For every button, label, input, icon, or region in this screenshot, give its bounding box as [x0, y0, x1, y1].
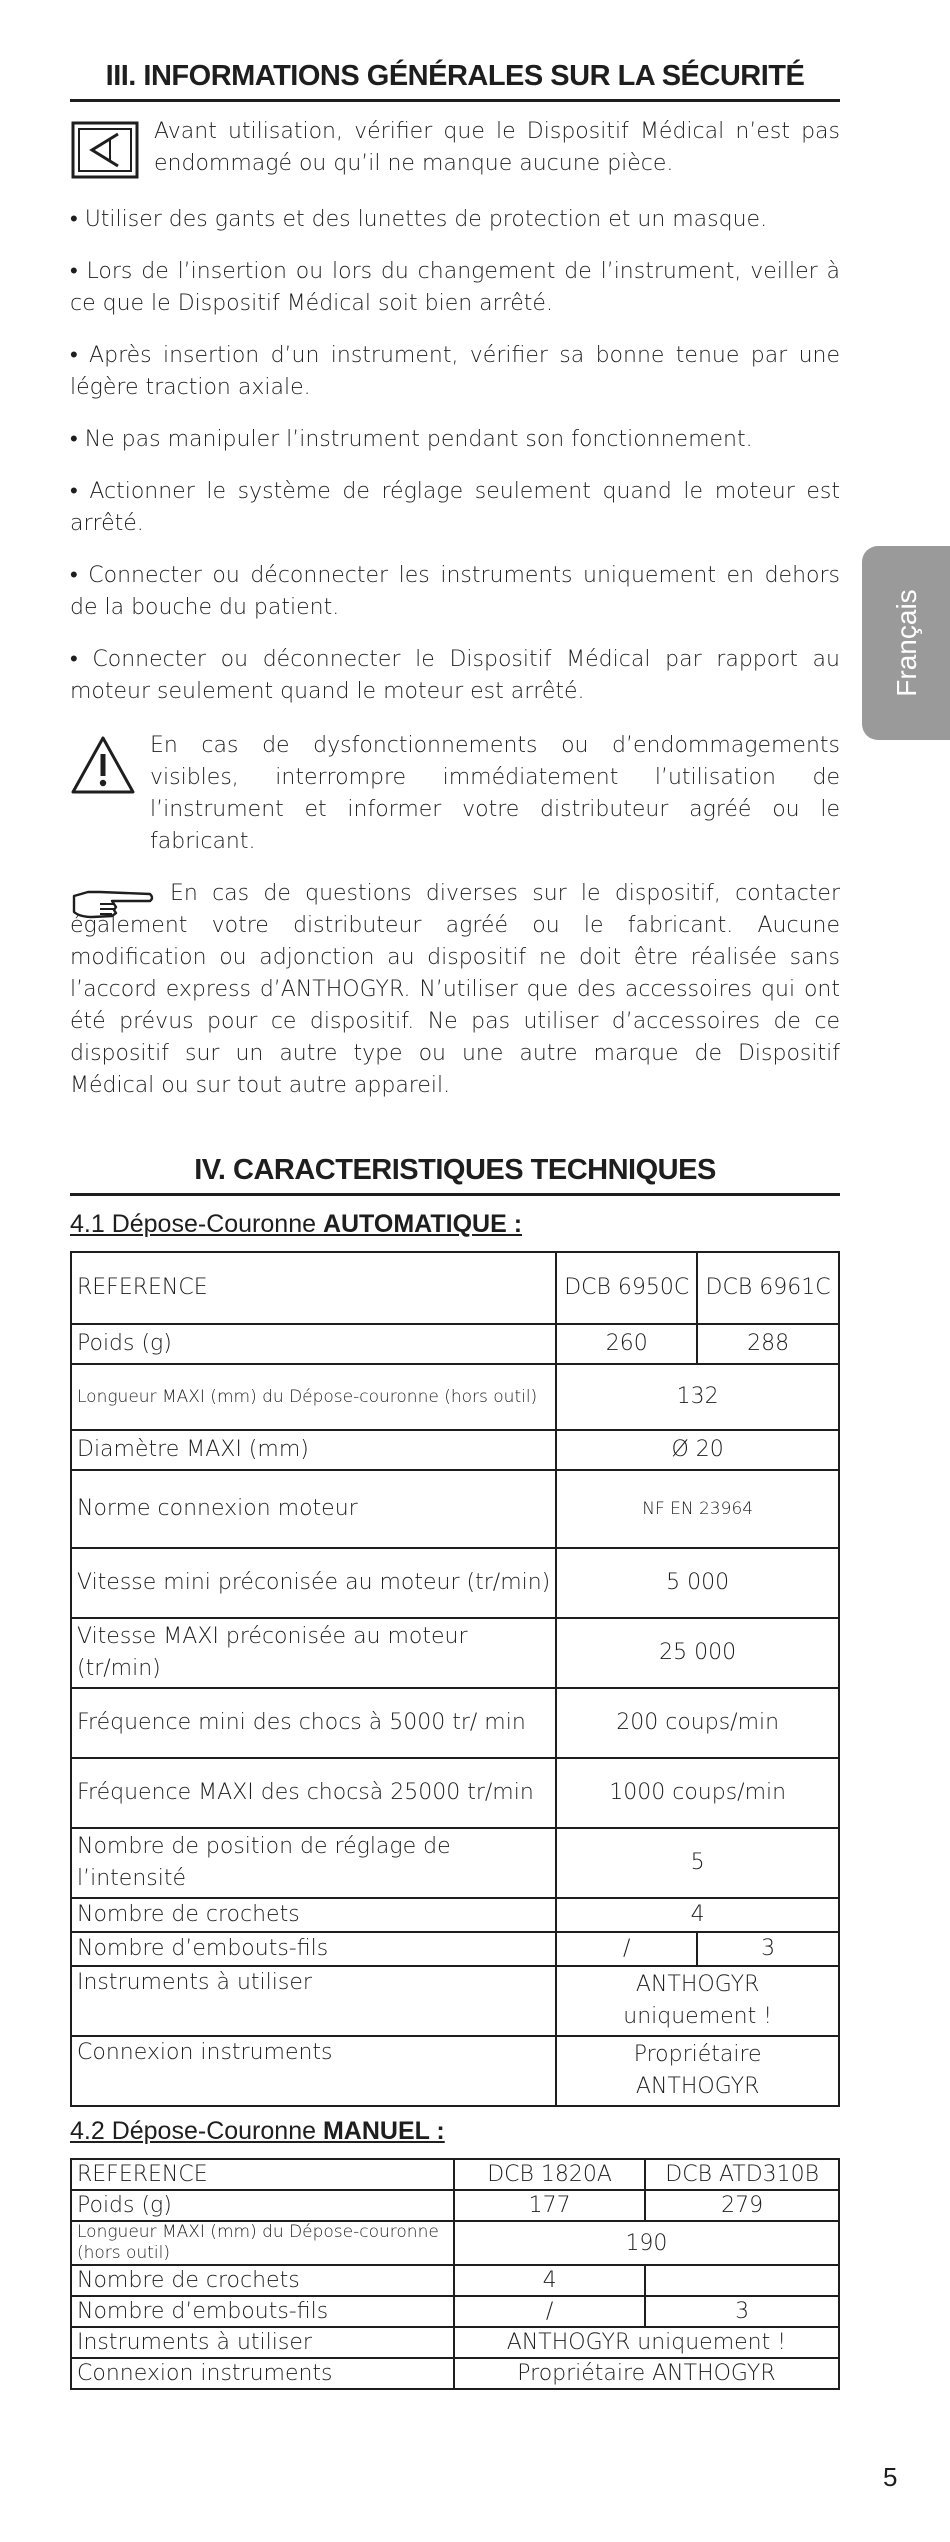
table-row: [71, 2327, 839, 2358]
table-row: [71, 1966, 839, 2036]
cell-label: Diamètre MAXI (mm): [71, 1430, 556, 1470]
table-row: [71, 1932, 839, 1966]
cell-value: Propriétaire ANTHOGYR: [556, 2036, 839, 2106]
note-text: En cas de questions diverses sur le dispositif, contacter également votre distributeur agréé ou le fabricant. Aucune modification ou adjonction au dispositif ne doit être réalisée sans l’accord express d’ANTHOGYR. N’utiliser que des accessoires qui ont été prévus pour ce dispositif. Ne pas utiliser d’accessoires de ce dispositif sur un autre type ou une autre marque de Dispositif Médical ou sur tout autre appareil.: [70, 881, 840, 1098]
cell-value: /: [454, 2296, 645, 2327]
safety-bullet: • Actionner le système de réglage seulement quand le moteur est arrêté.: [70, 479, 840, 536]
cell-label: Longueur MAXI (mm) du Dépose-couronne (hors outil): [71, 2221, 454, 2265]
table-row: [71, 2296, 839, 2327]
cell-value: Ø 20: [556, 1430, 839, 1470]
language-tab[interactable]: [862, 546, 950, 740]
cell-value: NF EN 23964: [556, 1470, 839, 1548]
cell-value: [645, 2265, 839, 2296]
cell-label: Nombre d’embouts-fils: [71, 2296, 454, 2327]
table-row: [71, 2221, 839, 2265]
cell-label: Vitesse mini préconisée au moteur (tr/min): [71, 1548, 556, 1618]
safety-bullet: • Utiliser des gants et des lunettes de protection et un masque.: [70, 207, 768, 232]
instructions-icon: [70, 120, 140, 184]
page-number: 5: [883, 2462, 898, 2492]
table-row: [71, 1470, 839, 1548]
section-3-title: III. INFORMATIONS GÉNÉRALES SUR LA SÉCURITÉ: [70, 60, 840, 102]
manual-specs-table: [70, 2158, 840, 2390]
cell-value: ANTHOGYR uniquement !: [454, 2327, 839, 2358]
table-row: [71, 1548, 839, 1618]
table-row: [71, 1324, 839, 1364]
table-row: [71, 1364, 839, 1430]
cell-label: Instruments à utiliser: [71, 2327, 454, 2358]
cell-value: /: [556, 1932, 697, 1966]
intro-text: Avant utilisation, vérifier que le Dispositif Médical n’est pas endommagé ou qu’il ne manque aucune pièce.: [154, 119, 840, 176]
safety-bullet: • Connecter ou déconnecter le Dispositif Médical par rapport au moteur seulement quand le moteur est arrêté.: [70, 647, 840, 704]
table-row: [71, 1430, 839, 1470]
cell-label: Norme connexion moteur: [71, 1470, 556, 1548]
cell-label: Connexion instruments: [71, 2036, 556, 2106]
cell-value: 5 000: [556, 1548, 839, 1618]
intro-block: [70, 116, 840, 184]
cell-label: Nombre d’embouts-fils: [71, 1932, 556, 1966]
cell-value: 1000 coups/min: [556, 1758, 839, 1828]
cell-value: 3: [697, 1932, 839, 1966]
cell-value: DCB 1820A: [454, 2159, 645, 2190]
cell-value: Propriétaire ANTHOGYR: [454, 2358, 839, 2389]
section-4-title: IV. CARACTERISTIQUES TECHNIQUES: [70, 1154, 840, 1196]
warning-block: [70, 730, 840, 858]
safety-bullet: • Ne pas manipuler l’instrument pendant son fonctionnement.: [70, 427, 753, 452]
cell-label: REFERENCE: [71, 1252, 556, 1324]
cell-label: Nombre de crochets: [71, 1898, 556, 1932]
table-row: [71, 1758, 839, 1828]
cell-value: 200 coups/min: [556, 1688, 839, 1758]
cell-label: Connexion instruments: [71, 2358, 454, 2389]
safety-bullet: • Connecter ou déconnecter les instruments uniquement en dehors de la bouche du patient.: [70, 563, 840, 620]
cell-value: 4: [556, 1898, 839, 1932]
cell-value: 132: [556, 1364, 839, 1430]
subsection-4-1-title: 4.1 Dépose-Couronne AUTOMATIQUE :: [70, 1210, 523, 1238]
cell-value: 260: [556, 1324, 697, 1364]
safety-bullet: • Après insertion d’un instrument, vérifier sa bonne tenue par une légère traction axiale.: [70, 343, 840, 400]
cell-value: 190: [454, 2221, 839, 2265]
cell-label: Poids (g): [71, 1324, 556, 1364]
cell-value: 177: [454, 2190, 645, 2221]
cell-label: Fréquence mini des chocs à 5000 tr/ min: [71, 1688, 556, 1758]
table-row: [71, 2159, 839, 2190]
cell-value: 288: [697, 1324, 839, 1364]
note-block: [70, 878, 840, 1102]
cell-value: 25 000: [556, 1618, 839, 1688]
table-row: [71, 1828, 839, 1898]
table-row: [71, 2358, 839, 2389]
table-row: [71, 1898, 839, 1932]
warning-triangle-icon: [70, 734, 136, 800]
cell-value: 5: [556, 1828, 839, 1898]
automatic-specs-table: [70, 1251, 840, 2107]
table-row: [71, 2190, 839, 2221]
table-row: [71, 1688, 839, 1758]
cell-label: Poids (g): [71, 2190, 454, 2221]
warning-text: En cas de dysfonctionnements ou d’endommagements visibles, interrompre immédiatement l’utilisation de l’instrument et informer votre distributeur agréé ou le fabricant.: [150, 733, 840, 854]
cell-label: Fréquence MAXI des chocsà 25000 tr/min: [71, 1758, 556, 1828]
cell-label: Longueur MAXI (mm) du Dépose-couronne (hors outil): [71, 1364, 556, 1430]
table-row: [71, 1618, 839, 1688]
cell-value: DCB 6950C: [556, 1252, 697, 1324]
cell-value: 3: [645, 2296, 839, 2327]
cell-value: 279: [645, 2190, 839, 2221]
cell-label: REFERENCE: [71, 2159, 454, 2190]
safety-bullet: • Lors de l’insertion ou lors du changement de l’instrument, veiller à ce que le Dispositif Médical soit bien arrêté.: [70, 259, 840, 316]
cell-label: Nombre de crochets: [71, 2265, 454, 2296]
cell-label: Instruments à utiliser: [71, 1966, 556, 2036]
page-content: [70, 60, 840, 2390]
table-row: [71, 2036, 839, 2106]
cell-label: Nombre de position de réglage de l’intensité: [71, 1828, 556, 1898]
table-row: [71, 1252, 839, 1324]
cell-value: ANTHOGYR uniquement !: [556, 1966, 839, 2036]
cell-label: Vitesse MAXI préconisée au moteur (tr/min): [71, 1618, 556, 1688]
cell-value: DCB 6961C: [697, 1252, 839, 1324]
subsection-4-2-title: 4.2 Dépose-Couronne MANUEL :: [70, 2117, 445, 2145]
pointing-hand-icon: [70, 886, 154, 924]
table-row: [71, 2265, 839, 2296]
cell-value: 4: [454, 2265, 645, 2296]
cell-value: DCB ATD310B: [645, 2159, 839, 2190]
language-tab-label: Français: [891, 589, 922, 697]
